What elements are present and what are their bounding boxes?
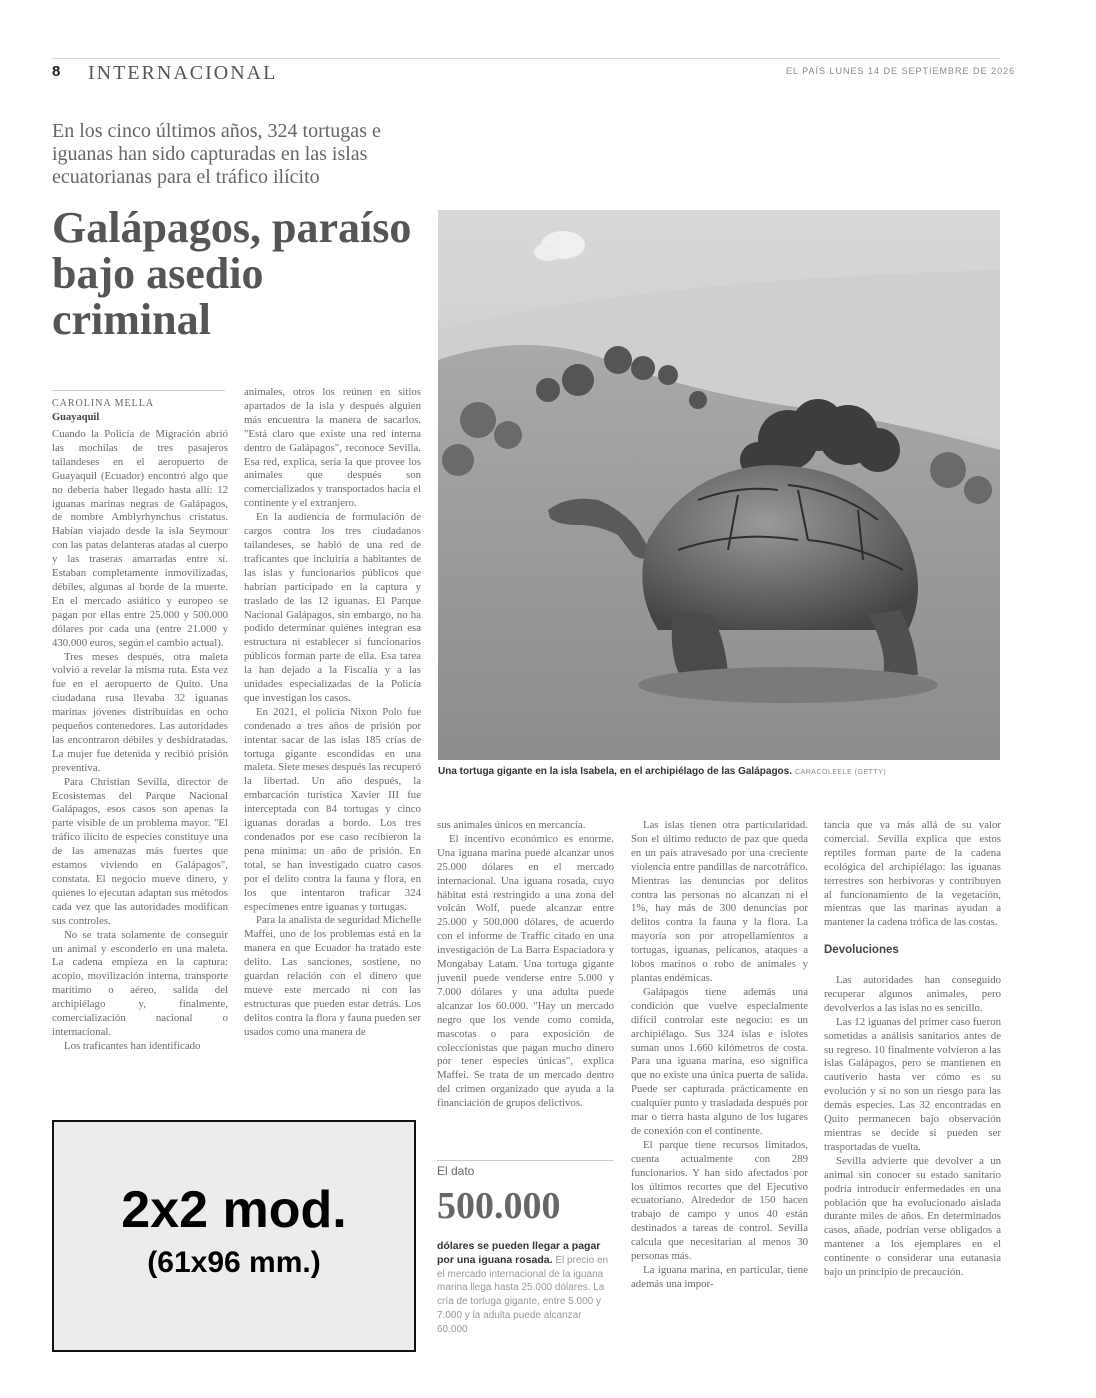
tortoise-photo-illustration [438,210,1000,760]
page-number: 8 [52,63,61,80]
paragraph: animales, otros los reúnen en sitios apartados de la isla y después alguien más encuentra la manera de sacarlos. "Está claro que existe una red interna dentro de Galápagos", reconoce Sevilla. Esa red, explica, sería la que provee los animales que después son comercializados y transportados hacia el continente y el extranjero. [244,386,421,510]
article-column-5-bottom [824,974,1001,1354]
dato-body: El precio en el mercado internacional de la iguana marina llega hasta 25.000 dólares. La cría de tortuga gigante, entre 5.000 y 7.000 y la adulta puede alcanzar 60.000 [437,1254,609,1335]
paragraph: Para la analista de seguridad Michelle Maffei, uno de los problemas está en la manera en que Ecuador ha tratado este delito. Las sanciones, sostiene, no guardan relación con el dinero que mueve este mercado ni con las estructuras que pueden estar detrás. Los delitos contra la flora y fauna pueden ser usados como una manera de [244,914,421,1038]
article-column-4 [631,819,808,1353]
ad-dimensions: (61x96 mm.) [147,1246,321,1279]
dato-lead: dólares se pueden llegar a pagar por una iguana rosada. [437,1240,601,1266]
photo-credit: CARACOLEELE (GETTY) [795,769,887,776]
paragraph: sus animales únicos en mercancía. [437,819,586,831]
article-kicker: En los cinco últimos años, 324 tortugas e iguanas han sido capturadas en las islas ecuatorianas para el tráfico ilícito [52,120,381,188]
paragraph: En 2021, el policía Nixon Polo fue condenado a tres años de prisión por intentar sacar de las islas 185 crías de tortuga gigante escondidas en una maleta. Siete meses después las recuperó la libertad. Un año después, la embarcación turística Xavier III fue interceptada con 84 tortugas y cinco iguanas doradas a bordo. Los tres condenados por ese caso recibieron la pena mínima: un año de prisión. En total, se han investigado cuatro casos por el delito contra la fauna y flora, en los que intentaron traficar 324 especímenes entre iguanas y tortugas. [244,705,421,913]
article-headline: Galápagos, paraíso bajo asedio criminal [52,203,412,344]
paragraph: Tres meses después, otra maleta volvió a revelar la misma ruta. Esta vez fue en el aeropuerto de Quito. Una ciudadana rusa llevaba 32 iguanas marinas jóvenes distribuidas en ocho pequeños contenedores. Las autoridades las encontraron débiles y deshidratadas. La mujer fue detenida y recibió prisión preventiva. [52,650,228,774]
paragraph: Galápagos tiene además una condición que vuelve especialmente difícil controlar este negocio: es un archipiélago. Sus 324 islas e islotes suman unos 1.660 kilómetros de costa. Para una iguana marina, eso significa que no existe una única puerta de salida. Puede ser capturada prácticamente en cualquier punto y trasladada después por mar o tierra hasta alguno de los lugares de conexión con el continente. [631,985,808,1137]
paragraph: Para Christian Sevilla, director de Ecosistemas del Parque Nacional Galápagos, esos casos son apenas la parte visible de un problema mayor. "El tráfico ilícito de especies constituye una de las amenazas más fuertes que estamos viviendo en Galápagos", constata. El negocio mueve dinero, y quienes lo ejecutan adaptan sus métodos cada vez que las autoridades modifican sus controles. [52,775,228,927]
ad-placeholder [52,1120,416,1352]
byline-author: CAROLINA MELLA [52,398,155,409]
dato-label: El dato [437,1164,475,1178]
paragraph: En la audiencia de formulación de cargos contra los tres ciudadanos tailandeses, se habló de una red de traficantes que incluiría a habitantes de las islas y funcionarios públicos que habrían participado en la captura y traslado de las 12 iguanas. El Parque Nacional Galápagos, sin embargo, no ha podido determinar quiénes integran esa estructura ni establecer si funcionarios públicos forman parte de ella. Esa tarea la han dejado a la Fiscalía y a las unidades especializadas de la Policía que investigan los casos. [244,511,421,704]
header-rule [52,58,1000,59]
paragraph: Las 12 iguanas del primer caso fueron sometidas a análisis sanitarios antes de su regreso. 10 finalmente volvieron a las islas Galápagos, pero se mantienen en cautiverio hasta ver cómo es su evolución y si no son un riesgo para las demás especies. Las 32 encontradas en Quito permanecen bajo observación mientras se decide si pueden ser trasportadas de vuelta. [824,1015,1001,1153]
paragraph: Las islas tienen otra particularidad. Son el último reducto de paz que queda en un país atravesado por una creciente violencia entre pandillas de narcotráfico. Mientras las denuncias por delitos contra las personas no alcanzan ni el 1%, hay más de 300 denuncias por delitos contra la fauna y la flora. La mayoría son por atropellamientos a tortugas, iguanas, pelícanos, ataques a lobos marinos o robo de animales y plantas endémicas. [631,819,808,984]
byline-rule [52,390,225,391]
paragraph: Sevilla advierte que devolver a un animal sin conocer su estado sanitario podría introducir enfermedades en una población que ha evolucionado aislada durante miles de años. En determinados casos, añade, podrían verse obligados a mantener a los ejemplares en el continente o considerar una eutanasia bajo un principio de precaución. [824,1154,1001,1279]
paragraph: Cuando la Policía de Migración abrió las mochilas de tres pasajeros tailandeses en el aeropuerto de Guayaquil (Ecuador) encontró algo que no debería haber llegado hasta allí: 12 iguanas marinas negras de Galápagos, de nombre Amblyrhynchus cristatus. Habían viajado desde la isla Seymour con las patas delanteras atadas al cuerpo y las traseras amarradas entre sí. Estaban completamente inmovilizadas, débiles, algunas al borde de la muerte. En el mercado asiático y europeo se pagan por ellas entre 25.000 y 500.000 dólares por cada una (entre 21.000 y 430.000 euros, según el cambio actual). [52,428,228,649]
paragraph: El parque tiene recursos limitados, cuenta actualmente con 289 funcionarios. Y han sido afectados por los últimos recortes que del Ejecutivo ecuatoriano. Alrededor de 150 hacen trabajo de campo y unos 40 están destinados a tareas de control. Sevilla calcula que necesitarían al menos 30 personas más. [631,1138,808,1263]
dato-rule [437,1160,614,1161]
paragraph: Los traficantes han identificado [64,1039,201,1052]
dato-value: 500.000 [437,1185,561,1227]
section-subhead: Devoluciones [824,944,899,956]
article-column-1 [52,428,228,1118]
paragraph: Las autoridades han conseguido recuperar algunos animales, pero devolverlos a las islas no es sencillo. [824,974,1001,1014]
paragraph: La iguana marina, en particular, tiene además una impor- [631,1264,808,1290]
article-column-2 [244,386,421,1118]
section-title: INTERNACIONAL [88,62,278,84]
paragraph: No se trata solamente de conseguir un animal y esconderlo en una maleta. La cadena empieza en la captura: acopio, movilización interna, transporte marítimo o aéreo, salida del archipiélago y, finalmente, comercialización nacional o internacional. [52,928,228,1038]
article-column-3 [437,819,614,1144]
photo-caption-text: Una tortuga gigante en la isla Isabela, en el archipiélago de las Galápagos. [438,766,792,777]
masthead-date: EL PAÍS LUNES 14 DE SEPTIEMBRE DE 2026 [786,66,1016,76]
byline-dateline: Guayaquil [52,412,100,423]
ad-module-size: 2x2 mod. [121,1181,347,1239]
tortoise-photo [438,210,1000,760]
dato-description [437,1240,614,1337]
paragraph: El incentivo económico es enorme. Una iguana marina puede alcanzar unos 25.000 dólares en el mercado internacional. Una iguana rosada, cuyo hábitat está restringido a una zona del volcán Wolf, puede alcanzar entre 25.000 y 500.000 dólares, de acuerdo con el informe de Traffic citado en una investigación de La Barra Espaciadora y Mongabay Latam. Una tortuga gigante juvenil puede venderse entre 5.000 y 7.000 dólares y una adulta puede alcanzar los 60.000. "Hay un mercado negro que los vende como comida, mascotas o para exposición de coleccionistas que pagan mucho dinero por tener especies únicas", explica Maffei. Se trata de un mercado dentro del crimen organizado que ayuda a la financiación de grupos delictivos. [437,832,614,1110]
paragraph: tancia que va más allá de su valor comercial. Sevilla explica que estos reptiles forman parte de la cadena ecológica del archipiélago: las iguanas terrestres son herbívoras y contribuyen al funcionamiento de la vegetación, mientras que las marinas ayudan a mantener la cadena trófica de las costas. [824,819,1001,929]
article-column-5-top [824,819,1001,933]
photo-caption [438,766,1038,777]
